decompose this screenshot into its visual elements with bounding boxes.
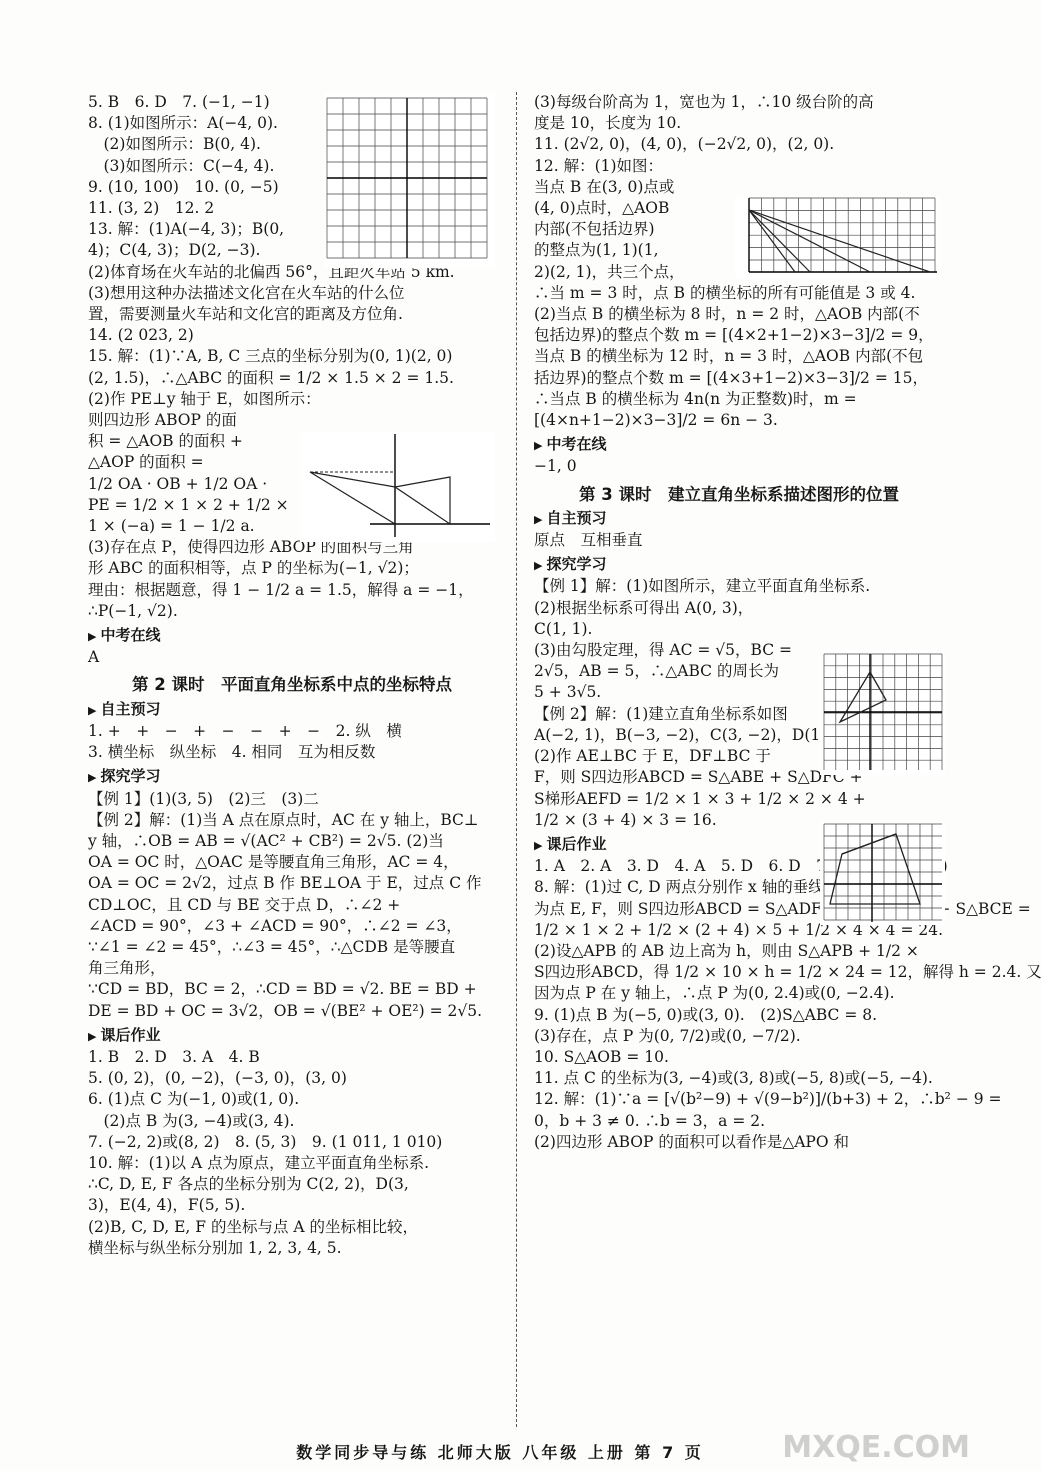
answer-line: 角三角形， xyxy=(88,959,166,978)
answer-line: (2)四边形 ABOP 的面积可以看作是△APO 和 xyxy=(534,1132,849,1151)
answer-line: (2)B, C, D, E, F 的坐标与点 A 的坐标相比较， xyxy=(88,1217,418,1236)
answer-line: A(−2, 1)，B(−3, −2)，C(3, −2)，D(1, 2). xyxy=(534,725,851,744)
answer-line: ∵CD = BD，BC = 2，∴CD = BD = √2. BE = BD + xyxy=(88,980,477,999)
answer-line: 包括边界)的整点个数 m = [(4×2+1−2)×3−3]/2 = 9， xyxy=(534,326,934,345)
figure-quadrilateral-abcd xyxy=(820,820,945,925)
answer-line: 13. 解：(1)A(−4, 3)；B(0, xyxy=(88,220,285,239)
lesson-title: 第 2 课时 平面直角坐标系中点的坐标特点 xyxy=(132,675,452,695)
section-heading: ▶ 自主预习 xyxy=(534,508,944,530)
answer-line: (4, 0)点时，△AOB xyxy=(534,199,670,218)
answer-line: 6. (1)点 C 为(−1, 0)或(1, 0). xyxy=(88,1090,300,1109)
section-heading: ▶ 自主预习 xyxy=(88,699,496,721)
answer-line: 1/2 × (3 + 4) × 3 = 16. xyxy=(534,810,717,829)
answer-line: 9. (1)点 B 为(−5, 0)或(3, 0). (2)S△ABC = 8. xyxy=(534,1005,878,1024)
answer-line: −1, 0 xyxy=(534,457,577,476)
answer-line: 当点 B 在(3, 0)点或 xyxy=(534,177,675,196)
answer-line: (2, 1.5)，∴△ABC 的面积 = 1/2 × 1.5 × 2 = 1.5. xyxy=(88,368,454,387)
answer-line: OA = OC 时，△OAC 是等腰直角三角形，AC = 4， xyxy=(88,853,459,872)
section-heading: ▶ 中考在线 xyxy=(534,434,944,456)
answer-line: ∴当 m = 3 时，点 B 的横坐标的所有可能值是 3 或 4. xyxy=(534,283,916,302)
answer-line: 1. B 2. D 3. A 4. B xyxy=(88,1047,260,1066)
answer-line: 【例 2】解：(1)建立直角坐标系如图 xyxy=(534,704,788,723)
answer-line: 8. (1)如图所示：A(−4, 0). xyxy=(88,114,278,133)
answer-line: 的整点为(1, 1)(1, xyxy=(534,241,659,260)
figure-triangle-abc xyxy=(820,650,945,775)
answer-line: 1/2 × 1 × 2 + 1/2 × (2 + 4) × 5 + 1/2 × 4 × 4 = 24. xyxy=(534,920,944,939)
page-footer: 数学同步导与练 北师大版 八年级 上册 第 7 页 xyxy=(296,1443,704,1462)
answer-line: 7. (−2, 2)或(8, 2) 8. (5, 3) 9. (1 011, 1 010) xyxy=(88,1132,443,1151)
answer-line: OA = OC = 2√2，过点 B 作 BE⊥OA 于 E，过点 C 作 xyxy=(88,874,482,893)
answer-line: CD⊥OC，且 CD 与 BE 交于点 D，∴∠2 + xyxy=(88,895,401,914)
answer-line: (3)存在，点 P 为(0, 7/2)或(0, −7/2). xyxy=(534,1026,801,1045)
answer-line: (2)当点 B 的横坐标为 8 时，n = 2 时，△AOB 内部(不 xyxy=(534,305,920,324)
answer-line: 11. (2√2, 0)，(4, 0)，(−2√2, 0)，(2, 0). xyxy=(534,135,835,154)
answer-line: 形 ABC 的面积相等，点 P 的坐标为(−1, √2)； xyxy=(88,559,419,578)
answer-line: S梯形AEFD = 1/2 × 1 × 3 + 1/2 × 2 × 4 + xyxy=(534,789,866,808)
section-heading: ▶ 中考在线 xyxy=(88,625,496,647)
answer-line: 1 × (−a) = 1 − 1/2 a. xyxy=(88,517,255,536)
answer-line: 因为点 P 在 y 轴上，∴点 P 为(0, 2.4)或(0, −2.4). xyxy=(534,984,895,1003)
answer-line: 1. A 2. A 3. D 4. A 5. D 6. D 7. (0, 3)或(0, −3) xyxy=(534,857,948,876)
answer-line: 内部(不包括边界) xyxy=(534,220,655,239)
answer-line: 2)(2, 1)，共三个点， xyxy=(534,262,685,281)
answer-line: (3)存在点 P，使得四边形 ABOP 的面积与三角 xyxy=(88,538,414,557)
answer-line: ∴P(−1, √2). xyxy=(88,601,178,620)
answer-line: (3)想用这种办法描述文化宫在火车站的什么位 xyxy=(88,283,405,302)
answer-line: S四边形ABCD，得 1/2 × 10 × h = 1/2 × 24 = 12，解得 h = 2.4. 又 xyxy=(534,963,1042,982)
answer-line: 积 = △AOB 的面积 + xyxy=(88,432,243,451)
answer-line: A xyxy=(88,648,100,667)
answer-line: 11. 点 C 的坐标为(3, −4)或(3, 8)或(−5, 8)或(−5, −4). xyxy=(534,1069,933,1088)
figure-quadrilateral-abop xyxy=(300,432,495,542)
answer-line: 5. (0, 2)，(0, −2)，(−3, 0)，(3, 0) xyxy=(88,1069,347,1088)
figure-coordinate-grid-q8 xyxy=(325,92,495,268)
answer-line: y 轴，∴OB = AB = √(AC² + CB²) = 2√5. (2)当 xyxy=(88,831,444,850)
answer-line: 度是 10，长度为 10. xyxy=(534,114,682,133)
answer-line: 原点 互相垂直 xyxy=(534,531,643,550)
answer-line: DE = BD + OC = 3√2，OB = √(BE² + OE²) = 2√5. xyxy=(88,1001,483,1020)
answer-line: C(1, 1). xyxy=(534,619,593,638)
answer-line: 3)，E(4, 4)，F(5, 5). xyxy=(88,1196,246,1215)
answer-line: (3)每级台阶高为 1，宽也为 1，∴10 级台阶的高 xyxy=(534,93,874,111)
answer-line: 12. 解：(1)∵a = [√(b²−9) + √(9−b²)]/(b+3) + 2，∴b² − 9 = xyxy=(534,1090,1002,1109)
section-heading: ▶ 课后作业 xyxy=(534,834,944,856)
answer-line: (2)根据坐标系可得出 A(0, 3)， xyxy=(534,598,754,617)
watermark: MXQE.COM xyxy=(782,1430,970,1465)
answer-line: (2)点 B 为(3, −4)或(3, 4). xyxy=(88,1111,295,1130)
answer-line: 则四边形 ABOP 的面 xyxy=(88,411,237,430)
answer-line: (3)如图所示：C(−4, 4). xyxy=(88,156,275,175)
answer-line: 括边界)的整点个数 m = [(4×3+1−2)×3−3]/2 = 15， xyxy=(534,368,928,387)
answer-line: 当点 B 的横坐标为 12 时，n = 3 时，△AOB 内部(不包 xyxy=(534,347,924,366)
answer-line: 5. B 6. D 7. (−1, −1) xyxy=(88,93,270,111)
answer-line: 2√5，AB = 5，∴△ABC 的周长为 xyxy=(534,662,779,681)
section-heading: ▶ 课后作业 xyxy=(88,1025,496,1047)
answer-line: (2)作 PE⊥y 轴于 E，如图所示： xyxy=(88,389,321,408)
answer-line: ∵∠1 = ∠2 = 45°，∴∠3 = 45°，∴△CDB 是等腰直 xyxy=(88,937,456,956)
answer-line: 【例 2】解：(1)当 A 点在原点时，AC 在 y 轴上，BC⊥ xyxy=(88,810,479,829)
answer-line: 1. + + − + − − + − 2. 纵 横 xyxy=(88,721,402,740)
answer-line: 15. 解：(1)∵A, B, C 三点的坐标分别为(0, 1)(2, 0) xyxy=(88,347,453,366)
figure-triangle-aob-grid xyxy=(735,196,940,278)
answer-line: 14. (2 023, 2) xyxy=(88,326,194,345)
answer-line: (2)如图所示：B(0, 4). xyxy=(88,135,261,154)
answer-line: [(4×n+1−2)×3−3]/2 = 6n − 3. xyxy=(534,411,778,430)
answer-line: ∴当点 B 的横坐标为 4n(n 为正整数)时，m = xyxy=(534,389,857,408)
answer-line: PE = 1/2 × 1 × 2 + 1/2 × xyxy=(88,495,289,514)
answer-line: 11. (3, 2) 12. 2 xyxy=(88,199,215,218)
answer-line: 9. (10, 100) 10. (0, −5) xyxy=(88,177,279,196)
answer-line: ∴C, D, E, F 各点的坐标分别为 C(2, 2)，D(3, xyxy=(88,1175,409,1194)
answer-line: 3. 横坐标 纵坐标 4. 相同 互为相反数 xyxy=(88,743,376,762)
answer-line: 8. 解：(1)过 C, D 两点分别作 x 轴的垂线，垂足分别 xyxy=(534,878,902,897)
answer-line: ∠ACD = 90°，∠3 + ∠ACD = 90°，∴∠2 = ∠3， xyxy=(88,916,462,935)
answer-line: 置，需要测量火车站和文化宫的距离及方位角. xyxy=(88,305,403,324)
answer-line: 为点 E, F，则 S四边形ABCD = S△ADF + S梯形CDFE + S△BCE = xyxy=(534,899,1031,918)
column-divider xyxy=(516,92,517,1427)
answer-line: (2)作 AE⊥BC 于 E，DF⊥BC 于 xyxy=(534,747,771,766)
answer-line: 10. 解：(1)以 A 点为原点，建立平面直角坐标系. xyxy=(88,1153,430,1172)
answer-line: 【例 1】(1)(3, 5) (2)三 (3)二 xyxy=(88,789,319,808)
answer-line: 5 + 3√5. xyxy=(534,683,602,702)
answer-line: 10. S△AOB = 10. xyxy=(534,1047,669,1066)
answer-line: (2)设△APB 的 AB 边上高为 h，则由 S△APB + 1/2 × xyxy=(534,941,919,960)
section-heading: ▶ 探究学习 xyxy=(88,766,496,788)
lesson-title: 第 3 课时 建立直角坐标系描述图形的位置 xyxy=(579,484,899,504)
answer-line: 12. 解：(1)如图： xyxy=(534,156,664,175)
answer-line: 0，b + 3 ≠ 0. ∴b = 3，a = 2. xyxy=(534,1111,766,1130)
answer-line: 4)；C(4, 3)；D(2, −3). xyxy=(88,241,261,260)
answer-line: 理由：根据题意，得 1 − 1/2 a = 1.5，解得 a = −1， xyxy=(88,580,474,599)
answer-line: F，则 S四边形ABCD = S△ABE + S△DFC + xyxy=(534,768,863,787)
answer-line: 横坐标与纵坐标分别加 1, 2, 3, 4, 5. xyxy=(88,1238,342,1257)
answer-line: 【例 1】解：(1)如图所示，建立平面直角坐标系. xyxy=(534,577,871,596)
section-heading: ▶ 探究学习 xyxy=(534,554,944,576)
answer-line: (3)由勾股定理，得 AC = √5，BC = xyxy=(534,641,792,660)
answer-line: (2)体育场在火车站的北偏西 56°，且距火车站 5 km. xyxy=(88,262,455,281)
answer-line: △AOP 的面积 = xyxy=(88,453,204,472)
answer-line: 1/2 OA · OB + 1/2 OA · xyxy=(88,474,268,493)
